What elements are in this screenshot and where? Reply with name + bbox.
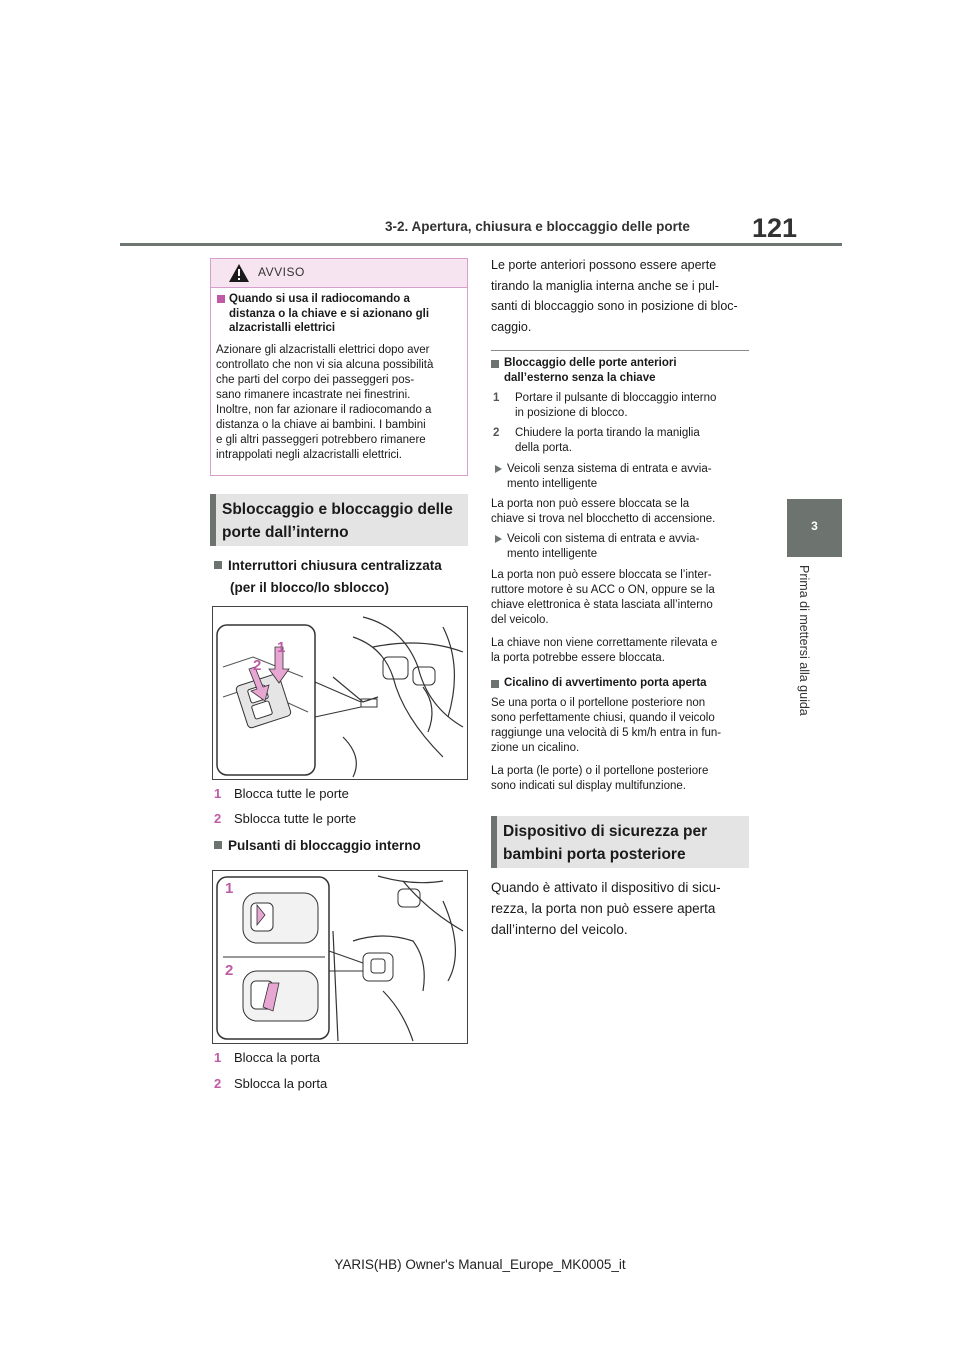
chapter-tab-number: 3 [811,519,818,533]
subsection-title-line: (per il blocco/lo sblocco) [230,580,390,595]
heading-line: bambini porta posteriore [503,846,686,863]
bullet-square-icon [214,841,222,849]
bullet-square-icon [491,360,499,368]
text-line: chiave si trova nel blocchetto di accensione. [491,513,716,525]
section-heading-text [503,820,707,866]
legend-number: 1 [214,1050,222,1065]
text-line: raggiunge una velocità di 5 km/h entra in fun- [491,727,722,739]
subsection-title [214,838,421,853]
text-line: La chiave non viene correttamente rilevata e [491,637,718,649]
text-line: sono perfettamente chiusi, quando il veicolo [491,712,715,724]
heading-line: porte dall’interno [222,524,349,541]
bullet-square-icon [214,561,222,569]
header-rule [120,243,842,246]
subsection-title-line: Cicalino di avvertimento porta aperta [504,677,707,689]
text-line: zione un cicalino. [491,742,580,754]
paragraph [491,636,749,666]
subsection-title [491,676,707,691]
intro-paragraph [491,255,751,337]
figure-inside-lock-button [212,870,468,1044]
subsection-title [491,356,677,386]
fig2-label-2: 2 [225,962,234,979]
section-heading [210,494,468,546]
divider [491,350,749,351]
paragraph [491,568,749,628]
text-line: chiave elettronica è stata lasciata all’interno [491,599,713,611]
legend-text: Sblocca la porta [234,1076,328,1091]
text-line: Se una porta o il portellone posteriore non [491,697,706,709]
text-line: La porta non può essere bloccata se l’inter- [491,569,712,581]
condition-item [493,532,743,562]
section-heading-text [222,498,453,544]
step-item [493,391,743,421]
legend-text: Blocca la porta [234,1050,320,1065]
text-line: Le porte anteriori possono essere aperte [491,258,717,272]
warning-body-line: Inoltre, non far azionare il radiocomando a [216,404,432,416]
legend-item [214,811,356,826]
legend-number: 2 [214,811,222,826]
step-text: Chiudere la porta tirando la maniglia [515,427,700,439]
inside-lock-button-illustration [213,871,467,1043]
text-line: ruttore motore è su ACC o ON, oppure se la [491,584,715,596]
step-text: in posizione di blocco. [515,407,628,419]
warning-body-line: distanza o la chiave ai bambini. I bambini [216,419,426,431]
text-line: rezza, la porta non può essere aperta [491,901,716,916]
step-number: 2 [493,427,500,439]
text-line: santi di bloccaggio sono in posizione di bloc- [491,299,738,313]
fig1-label-2: 2 [253,657,262,674]
warning-triangle-icon [228,263,250,283]
triangle-bullet-icon [495,465,502,473]
text-line: caggio. [491,319,532,334]
door-lock-switch-illustration [213,607,467,779]
legend-item [214,1076,327,1091]
fig1-label-1: 1 [277,639,286,656]
warning-title: AVVISO [258,265,305,279]
step-number: 1 [493,392,500,404]
heading-bar [491,816,497,868]
chapter-tab-label-wrap [797,565,827,735]
condition-text: Veicoli senza sistema di entrata e avvia- [507,463,712,475]
heading-bar [210,494,216,546]
subsection-title-text: Pulsanti di bloccaggio interno [228,838,421,853]
step-text: Portare il pulsante di bloccaggio interno [515,392,717,404]
subsection-title-line: Bloccaggio delle porte anteriori [504,357,677,369]
step-item [493,426,743,456]
warning-body-line: sano rimanere incastrate nei finestrini. [216,389,411,401]
legend-item [214,1050,320,1065]
legend-number: 1 [214,786,222,801]
bullet-square-icon [491,680,499,688]
text-line: Quando è attivato il dispositivo di sicu- [491,880,721,895]
warning-subtitle-line: alzacristalli elettrici [229,322,336,334]
text-line: sono indicati sul display multifunzione. [491,780,686,792]
legend-text: Blocca tutte le porte [234,786,349,801]
condition-text: mento intelligente [507,548,598,560]
subsection-title [214,555,474,599]
text-line: dall’interno del veicolo. [491,922,628,937]
bullet-square-icon [217,295,225,303]
condition-item [493,462,743,492]
page-number: 121 [752,213,798,243]
text-line: La porta non può essere bloccata se la [491,498,690,510]
warning-subtitle-line: Quando si usa il radiocomando a [229,293,410,305]
condition-text: Veicoli con sistema di entrata e avvia- [507,533,700,545]
paragraph [491,764,749,794]
warning-subtitle-line: distanza o la chiave e si azionano gli [229,307,430,320]
condition-text: mento intelligente [507,478,598,490]
footer-text: YARIS(HB) Owner's Manual_Europe_MK0005_it [334,1257,626,1272]
chapter-tab-label: Prima di mettersi alla guida [797,565,811,716]
section-title: 3-2. Apertura, chiusura e bloccaggio delle porte [385,219,690,234]
paragraph [491,696,749,756]
paragraph [491,497,749,527]
warning-body-line: e gli altri passeggeri potrebbero rimanere [216,434,426,446]
text-line: la porta potrebbe essere bloccata. [491,652,665,664]
text-line: del veicolo. [491,614,549,626]
heading-line: Sbloccaggio e bloccaggio delle [222,501,453,518]
text-line: La porta (le porte) o il portellone posteriore [491,765,709,777]
subsection-title-line: Interruttori chiusura centralizzata [228,558,442,573]
warning-body-line: intrappolati negli alzacristalli elettrici. [216,449,402,461]
warning-body [216,343,464,463]
warning-subtitle [217,292,462,336]
warning-body-line: che parti del corpo dei passeggeri pos- [216,374,415,386]
paragraph [491,877,749,940]
triangle-bullet-icon [495,535,502,543]
fig2-label-1: 1 [225,880,234,897]
section-heading [491,816,749,868]
warning-body-line: controllato che non vi sia alcuna possibilità [216,359,434,371]
legend-number: 2 [214,1076,222,1091]
step-text: della porta. [515,442,572,454]
legend-item [214,786,349,801]
warning-body-line: Azionare gli alzacristalli elettrici dopo aver [216,344,430,356]
legend-text: Sblocca tutte le porte [234,811,357,826]
heading-line: Dispositivo di sicurezza per [503,823,708,840]
text-line: tirando la maniglia interna anche se i pul- [491,278,719,293]
subsection-title-line: dall’esterno senza la chiave [504,372,656,384]
figure-door-lock-switch [212,606,468,780]
